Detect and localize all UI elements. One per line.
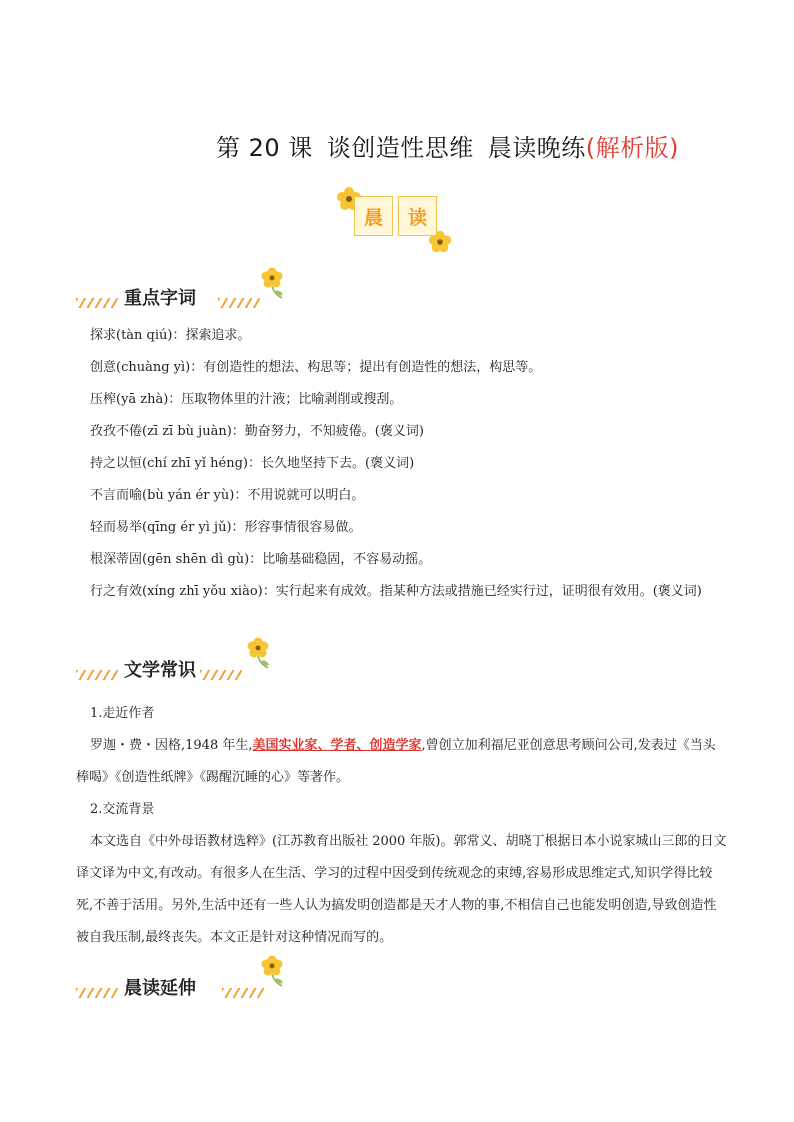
- stripe-decoration: [76, 670, 118, 680]
- section-heading-literature: [76, 648, 316, 688]
- title-lesson: 第 20 课: [216, 134, 313, 162]
- stripe-decoration: [200, 670, 242, 680]
- background-paragraph: 本文选自《中外母语教材选粹》(江苏教育出版社 2000 年版)。郭常义、胡晓丁根据日本小说家城山三郎的日文译文译为中文,有改动。有很多人在生活、学习的过程中因受到传统观念的束缚,容易形成思维定式,知识学得比较死,不善于活用。另外,生活中还有一些人认为搞发明创造都是天才人物的事,不相信自己也能发明创造,导致创造性被自我压制,最终丧失。本文正是针对这种情况而写的。: [76, 834, 727, 945]
- highlighted-text: 美国实业家、学者、创造学家: [252, 738, 422, 753]
- flower-icon: [246, 636, 276, 670]
- title-topic: 谈创造性思维: [326, 134, 474, 162]
- key-word-item: 轻而易举(qīng ér yì jǔ)：形容事情很容易做。: [90, 520, 362, 535]
- stripe-decoration: [218, 298, 260, 308]
- stripe-decoration: [222, 988, 264, 998]
- section-heading-label: 重点字词: [124, 288, 196, 309]
- flower-icon: [428, 230, 452, 254]
- flower-icon: [260, 954, 290, 988]
- section-heading-extension: [76, 966, 316, 1006]
- title-tag: (解析版): [585, 134, 680, 162]
- sub-heading-author: 1.走近作者: [90, 706, 155, 721]
- key-word-item: 孜孜不倦(zī zī bù juàn)：勤奋努力，不知疲倦。(褒义词): [90, 424, 424, 439]
- key-word-item: 创意(chuàng yì)：有创造性的想法、构思等；提出有创造性的想法，构思等。: [90, 360, 542, 375]
- key-word-item: 压榨(yā zhà)：压取物体里的汁液；比喻剥削或搜刮。: [90, 392, 403, 407]
- key-word-item: 行之有效(xíng zhī yǒu xiào)：实行起来有成效。指某种方法或措施已经实行过，证明很有效用。(褒义词): [90, 584, 702, 599]
- section-heading-label: 晨读延伸: [124, 978, 196, 999]
- morning-reading-badge: [336, 186, 456, 252]
- stripe-decoration: [76, 298, 118, 308]
- sub-heading-background: 2.交流背景: [90, 802, 155, 817]
- section-heading-key-words: [76, 276, 316, 316]
- key-word-item: 根深蒂固(gēn shēn dì gù)：比喻基础稳固，不容易动摇。: [90, 552, 432, 567]
- key-word-item: 不言而喻(bù yán ér yù)：不用说就可以明白。: [90, 488, 365, 503]
- badge-char-morning: 晨: [354, 196, 393, 236]
- section-heading-label: 文学常识: [124, 660, 196, 681]
- page-title: [216, 128, 776, 163]
- badge-char-read: 读: [398, 196, 437, 236]
- title-part: 晨读晚练: [487, 134, 586, 162]
- key-word-item: 探求(tàn qiú)：探索追求。: [90, 328, 251, 343]
- key-word-item: 持之以恒(chí zhī yǐ héng)：长久地坚持下去。(褒义词): [90, 456, 415, 471]
- author-paragraph: 罗迦・费・因格,1948 年生,美国实业家、学者、创造学家,曾创立加利福尼亚创意思考顾问公司,发表过《当头棒喝》《创造性纸牌》《踢醒沉睡的心》等著作。: [76, 738, 716, 785]
- flower-icon: [260, 266, 290, 300]
- stripe-decoration: [76, 988, 118, 998]
